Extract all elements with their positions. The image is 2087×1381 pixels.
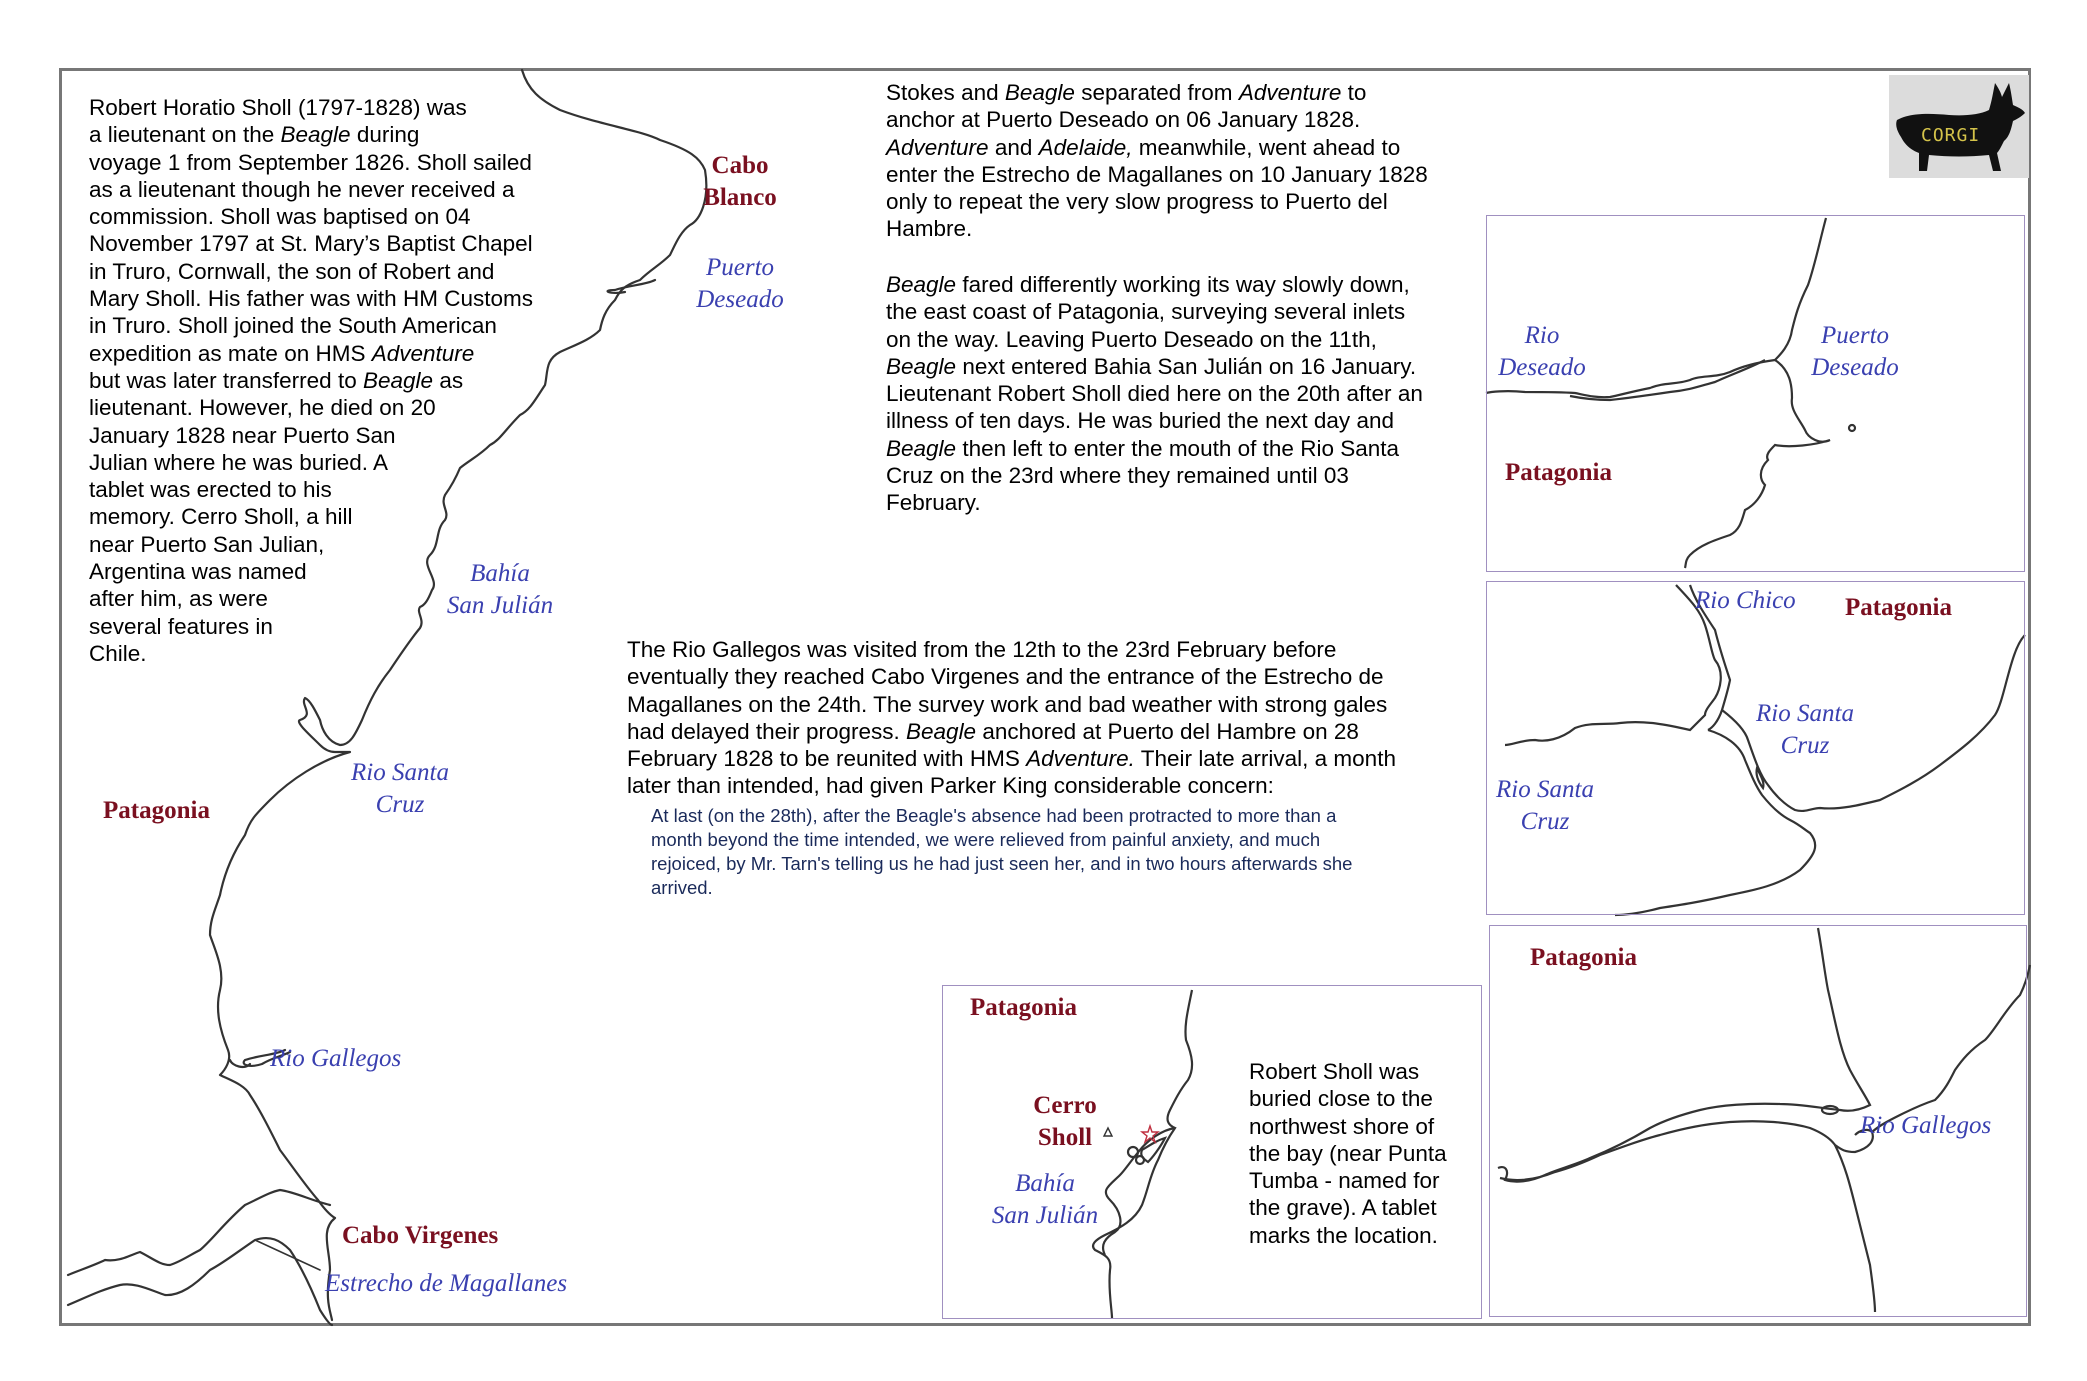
- label-rio-deseado: Rio Deseado: [1498, 322, 1586, 381]
- label-cabo-virgenes: Cabo Virgenes: [342, 1222, 499, 1249]
- label-inset-puerto-deseado: Puerto Deseado: [1811, 322, 1899, 381]
- text-line: lieutenant. However, he died on 20: [89, 395, 436, 421]
- label-cabo-blanco: Cabo Blanco: [703, 152, 777, 211]
- sholl-burial-text: Robert Sholl was buried close to the northwest shore of the bay (near Punta Tumba - named for the grave). A tablet marks the location.: [1249, 1059, 1447, 1248]
- narrative-top: Stokes and Beagle separated from Adventure to anchor at Puerto Deseado on 06 January 1828. Adventure and Adelaide, meanwhile, went ahead to enter the Estrecho de Magallanes on 10 January 1828 only to repeat the very slow progress to Puerto del Hambre.: [886, 80, 1428, 242]
- text-line: in Truro, Cornwall, the son of Robert and: [89, 258, 495, 284]
- label-rio-chico: Rio Chico: [1695, 587, 1796, 614]
- label-inset-santa-cruz-patagonia: Patagonia: [1845, 594, 1952, 621]
- text-line: but was later transferred to Beagle as: [89, 367, 464, 393]
- label-estrecho: Estrecho de Magallanes: [325, 1270, 568, 1297]
- label-inset-deseado-patagonia: Patagonia: [1505, 459, 1612, 486]
- text-line: November 1797 at St. Mary’s Baptist Chapel: [89, 231, 533, 257]
- text-line: a lieutenant on the Beagle during: [89, 122, 420, 148]
- label-inset-rio-santa-cruz-east: Rio Santa Cruz: [1756, 700, 1854, 759]
- text-line: after him, as were: [89, 586, 268, 612]
- label-patagonia-main: Patagonia: [103, 797, 210, 824]
- text-line: Mary Sholl. His father was with HM Customs: [89, 286, 534, 312]
- text-line: Chile.: [89, 640, 147, 666]
- logo-text: CORGI: [1921, 125, 1981, 146]
- text-line: Argentina was named: [89, 559, 307, 585]
- text-line: Robert Horatio Sholl (1797-1828) was: [89, 95, 467, 120]
- label-puerto-deseado: Puerto Deseado: [696, 254, 784, 313]
- label-inset-rio-gallegos: Rio Gallegos: [1860, 1112, 1992, 1139]
- label-cerro-sholl: Cerro Sholl: [1033, 1092, 1097, 1151]
- label-rio-gallegos-main: Rio Gallegos: [270, 1045, 402, 1072]
- text-line: commission. Sholl was baptised on 04: [89, 204, 471, 230]
- label-rio-santa-cruz: Rio Santa Cruz: [351, 759, 449, 818]
- parker-king-quote: At last (on the 28th), after the Beagle's absence had been protracted to more than a month beyond the time intended, we were relieved from painful anxiety, and much rejoiced, by Mr. Tarn's telling us he had just seen her, and in two hours afterwards she arrived.: [651, 805, 1353, 898]
- inset-deseado: [1486, 215, 2025, 572]
- text-line: voyage 1 from September 1826. Sholl sailed: [89, 149, 532, 175]
- text-line: expedition as mate on HMS Adventure: [89, 340, 475, 366]
- text-line: several features in: [89, 613, 273, 639]
- label-inset-bahia-san-julian: Bahía San Julián: [991, 1170, 1099, 1229]
- narrative-middle: Beagle fared differently working its way slowly down, the east coast of Patagonia, surveying several inlets on the way. Leaving Puerto Deseado on the 11th, Beagle next entered Bahia San Julián on 16 January. Lieutenant Robert Sholl died here on the 20th after an illness of ten days. He was buried the next day and Beagle then left to enter the mouth of the Rio Santa Cruz on the 23rd where they remained until 03 February.: [886, 272, 1423, 516]
- narrative-gallegos: The Rio Gallegos was visited from the 12th to the 23rd February before eventually they reached Cabo Virgenes and the entrance of the Estrecho de Magallanes on the 24th. The survey work and bad weather with strong gales had delayed their progress. Beagle anchored at Puerto del Hambre on 28 February 1828 to be reunited with HMS Adventure. Their late arrival, a month later than intended, had given Parker King considerable concern:: [627, 637, 1396, 799]
- text-line: Julian where he was buried. A: [89, 449, 389, 475]
- label-bahia-san-julian: Bahía San Julián: [446, 560, 554, 619]
- text-line: January 1828 near Puerto San: [89, 422, 396, 448]
- label-inset-gallegos-patagonia: Patagonia: [1530, 944, 1637, 971]
- text-line: memory. Cerro Sholl, a hill: [89, 504, 353, 530]
- text-line: near Puerto San Julian,: [89, 531, 325, 557]
- corgi-logo: [1889, 75, 2029, 178]
- text-line: tablet was erected to his: [89, 477, 332, 503]
- label-inset-julian-patagonia: Patagonia: [970, 994, 1077, 1021]
- text-line: in Truro. Sholl joined the South American: [89, 313, 497, 339]
- text-line: as a lieutenant though he never received a: [89, 176, 515, 202]
- label-inset-rio-santa-cruz-west: Rio Santa Cruz: [1496, 776, 1594, 835]
